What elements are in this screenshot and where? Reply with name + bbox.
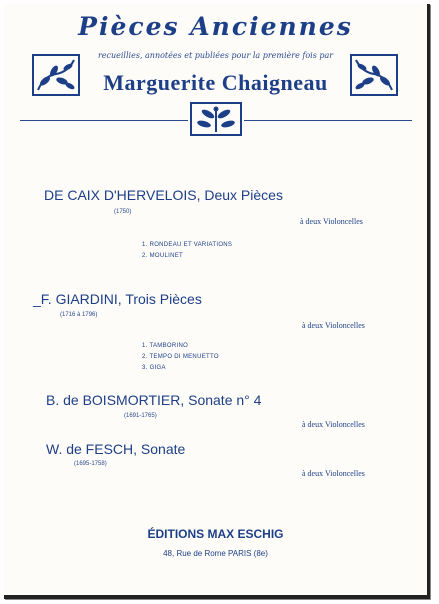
publisher-address: 48, Rue de Rome PARIS (8e) [163, 549, 268, 558]
composer-line: _F. GIARDINI, Trois Pièces [33, 291, 202, 307]
header-rule-left [20, 120, 188, 121]
instrumentation: à deux Violoncelles [302, 469, 365, 478]
score-cover [4, 4, 430, 599]
series-title: Pièces Anciennes [78, 12, 353, 41]
composer-dates: (1695-1758) [74, 461, 107, 467]
instrumentation: à deux Violoncelles [302, 321, 365, 330]
editor-name: Marguerite Chaigneau [103, 70, 328, 95]
header-rule-right [244, 120, 412, 121]
movement-item: 1. RONDEAU ET VARIATIONS [142, 242, 233, 248]
instrumentation: à deux Violoncelles [300, 217, 363, 226]
leaf-ornament-icon-center [190, 102, 242, 136]
movement-item: 2. MOULINET [142, 253, 183, 259]
composer-dates: (1716 à 1796) [60, 312, 98, 318]
composer-line: DE CAIX D'HERVELOIS, Deux Pièces [44, 187, 283, 203]
composer-line: B. de BOISMORTIER, Sonate n° 4 [46, 392, 262, 408]
composer-line: W. de FESCH, Sonate [46, 441, 186, 457]
movement-item: 1. TAMBORINO [142, 343, 189, 349]
composer-dates: (1691-1765) [124, 413, 157, 419]
movement-item: 2. TEMPO DI MENUETTO [142, 354, 219, 360]
movement-item: 3. GIGA [142, 365, 166, 371]
instrumentation: à deux Violoncelles [302, 420, 365, 429]
subtitle: recueillies, annotées et publiées pour la première fois par [97, 51, 334, 60]
composer-dates: (1750) [114, 209, 132, 215]
publisher-name: ÉDITIONS MAX ESCHIG [147, 527, 284, 541]
